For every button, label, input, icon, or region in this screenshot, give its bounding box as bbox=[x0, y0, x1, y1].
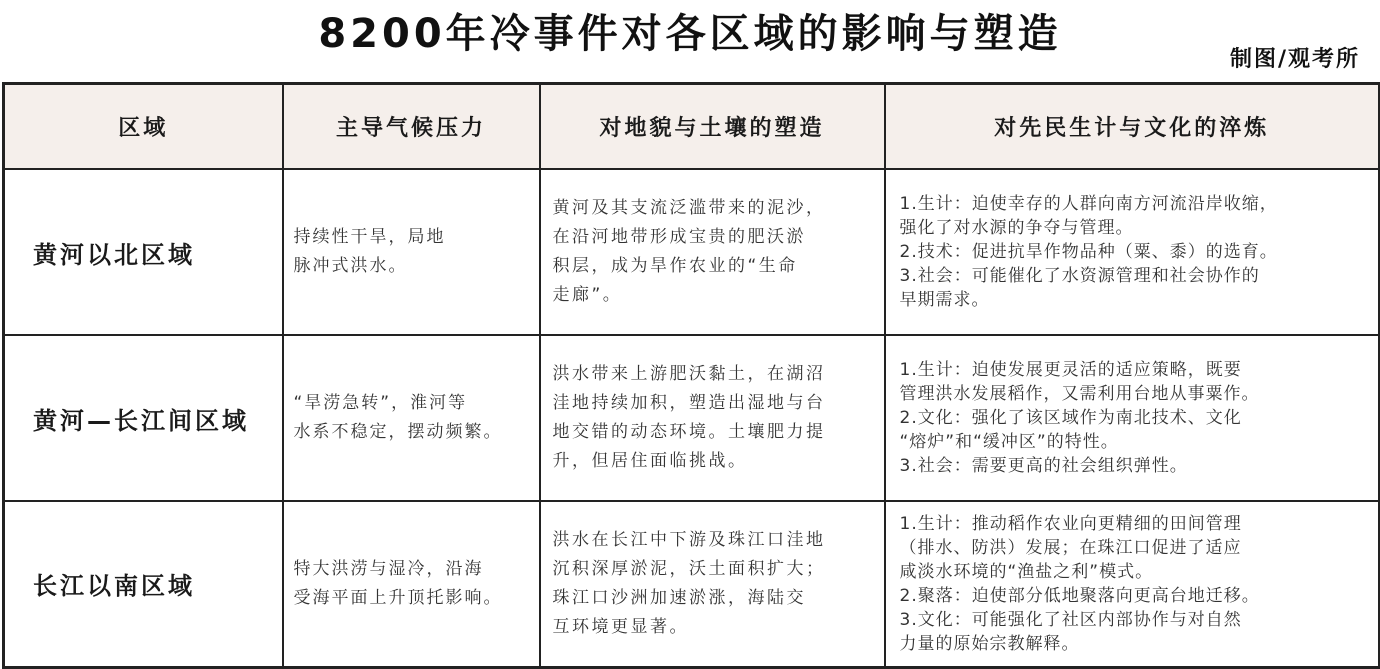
cell-line: 3.社会：可能催化了水资源管理和社会协作的 bbox=[899, 266, 1260, 286]
page-title: 8200年冷事件对各区域的影响与塑造 bbox=[318, 11, 1062, 57]
cell-line: 在沿河地带形成宝贵的肥沃淤 bbox=[552, 227, 806, 247]
cell-line: “旱涝急转”，淮河等 bbox=[293, 393, 468, 413]
cell-line: 2.文化：强化了该区域作为南北技术、文化 bbox=[899, 408, 1242, 428]
cell-line: 洼地持续加积，塑造出湿地与台 bbox=[552, 393, 826, 413]
cell-line: 力量的原始宗教解释。 bbox=[899, 633, 1080, 654]
cell-line: 1.生计：迫使幸存的人群向南方河流沿岸收缩， bbox=[899, 194, 1278, 214]
cell-line: 咸淡水环境的“渔盐之利”模式。 bbox=[899, 561, 1154, 582]
pressure-cell bbox=[283, 501, 540, 667]
header-climate-pressure: 主导气候压力 bbox=[283, 84, 540, 170]
cell-line: 脉冲式洪水。 bbox=[293, 256, 408, 276]
terrain-cell bbox=[540, 335, 885, 501]
cell-line: 洪水在长江中下游及珠江口洼地 bbox=[552, 529, 826, 550]
terrain-cell bbox=[540, 501, 885, 667]
cell-line: 持续性干旱，局地 bbox=[293, 227, 446, 247]
pressure-cell bbox=[283, 335, 540, 501]
cell-line: 升，但居住面临挑战。 bbox=[552, 451, 748, 471]
cell-line: 洪水带来上游肥沃黏土，在湖沼 bbox=[552, 364, 826, 384]
cell-line: 1.生计：推动稻作农业向更精细的田间管理 bbox=[899, 513, 1242, 534]
table-header-row bbox=[4, 84, 1380, 170]
cell-line: 1.生计：迫使发展更灵活的适应策略，既要 bbox=[899, 360, 1242, 380]
region-cell: 长江以南区域 bbox=[4, 501, 283, 667]
cell-line: 2.技术：促进抗旱作物品种（粟、黍）的选育。 bbox=[899, 242, 1278, 262]
region-cell: 黄河—长江间区域 bbox=[4, 335, 283, 501]
cell-line: 3.社会：需要更高的社会组织弹性。 bbox=[899, 456, 1188, 476]
cell-line: 积层，成为旱作农业的“生命 bbox=[552, 256, 798, 276]
impact-table bbox=[2, 82, 1380, 669]
cell-line: 走廊”。 bbox=[552, 285, 623, 305]
cell-line: 早期需求。 bbox=[899, 290, 990, 310]
cell-line: 黄河及其支流泛滥带来的泥沙， bbox=[552, 198, 826, 218]
culture-cell bbox=[885, 169, 1380, 335]
cell-line: 管理洪水发展稻作，又需利用台地从事粟作。 bbox=[899, 384, 1260, 404]
cell-line: 珠江口沙洲加速淤涨，海陆交 bbox=[552, 587, 806, 608]
cell-line: 特大洪涝与湿冷，沿海 bbox=[293, 558, 484, 579]
cell-line: 沉积深厚淤泥，沃土面积扩大； bbox=[552, 558, 826, 579]
cell-line: 互环境更显著。 bbox=[552, 616, 689, 637]
region-cell: 黄河以北区域 bbox=[4, 169, 283, 335]
credit-label: 制图/观考所 bbox=[1229, 47, 1360, 72]
culture-cell bbox=[885, 501, 1380, 667]
cell-line: （排水、防洪）发展；在珠江口促进了适应 bbox=[899, 537, 1242, 558]
cell-line: 强化了对水源的争夺与管理。 bbox=[899, 218, 1134, 238]
cell-line: 水系不稳定，摆动频繁。 bbox=[293, 422, 503, 442]
culture-cell bbox=[885, 335, 1380, 501]
table-row bbox=[4, 335, 1380, 501]
terrain-cell bbox=[540, 169, 885, 335]
cell-line: 受海平面上升顶托影响。 bbox=[293, 587, 503, 608]
header-livelihood-culture: 对先民生计与文化的淬炼 bbox=[885, 84, 1380, 170]
header-terrain-soil: 对地貌与土壤的塑造 bbox=[540, 84, 885, 170]
pressure-cell bbox=[283, 169, 540, 335]
cell-line: 地交错的动态环境。土壤肥力提 bbox=[552, 422, 826, 442]
table-row bbox=[4, 169, 1380, 335]
cell-line: “熔炉”和“缓冲区”的特性。 bbox=[899, 432, 1119, 452]
cell-line: 2.聚落：迫使部分低地聚落向更高台地迁移。 bbox=[899, 585, 1260, 606]
header-region: 区域 bbox=[4, 84, 283, 170]
cell-line: 3.文化：可能强化了社区内部协作与对自然 bbox=[899, 609, 1242, 630]
table-row bbox=[4, 501, 1380, 667]
